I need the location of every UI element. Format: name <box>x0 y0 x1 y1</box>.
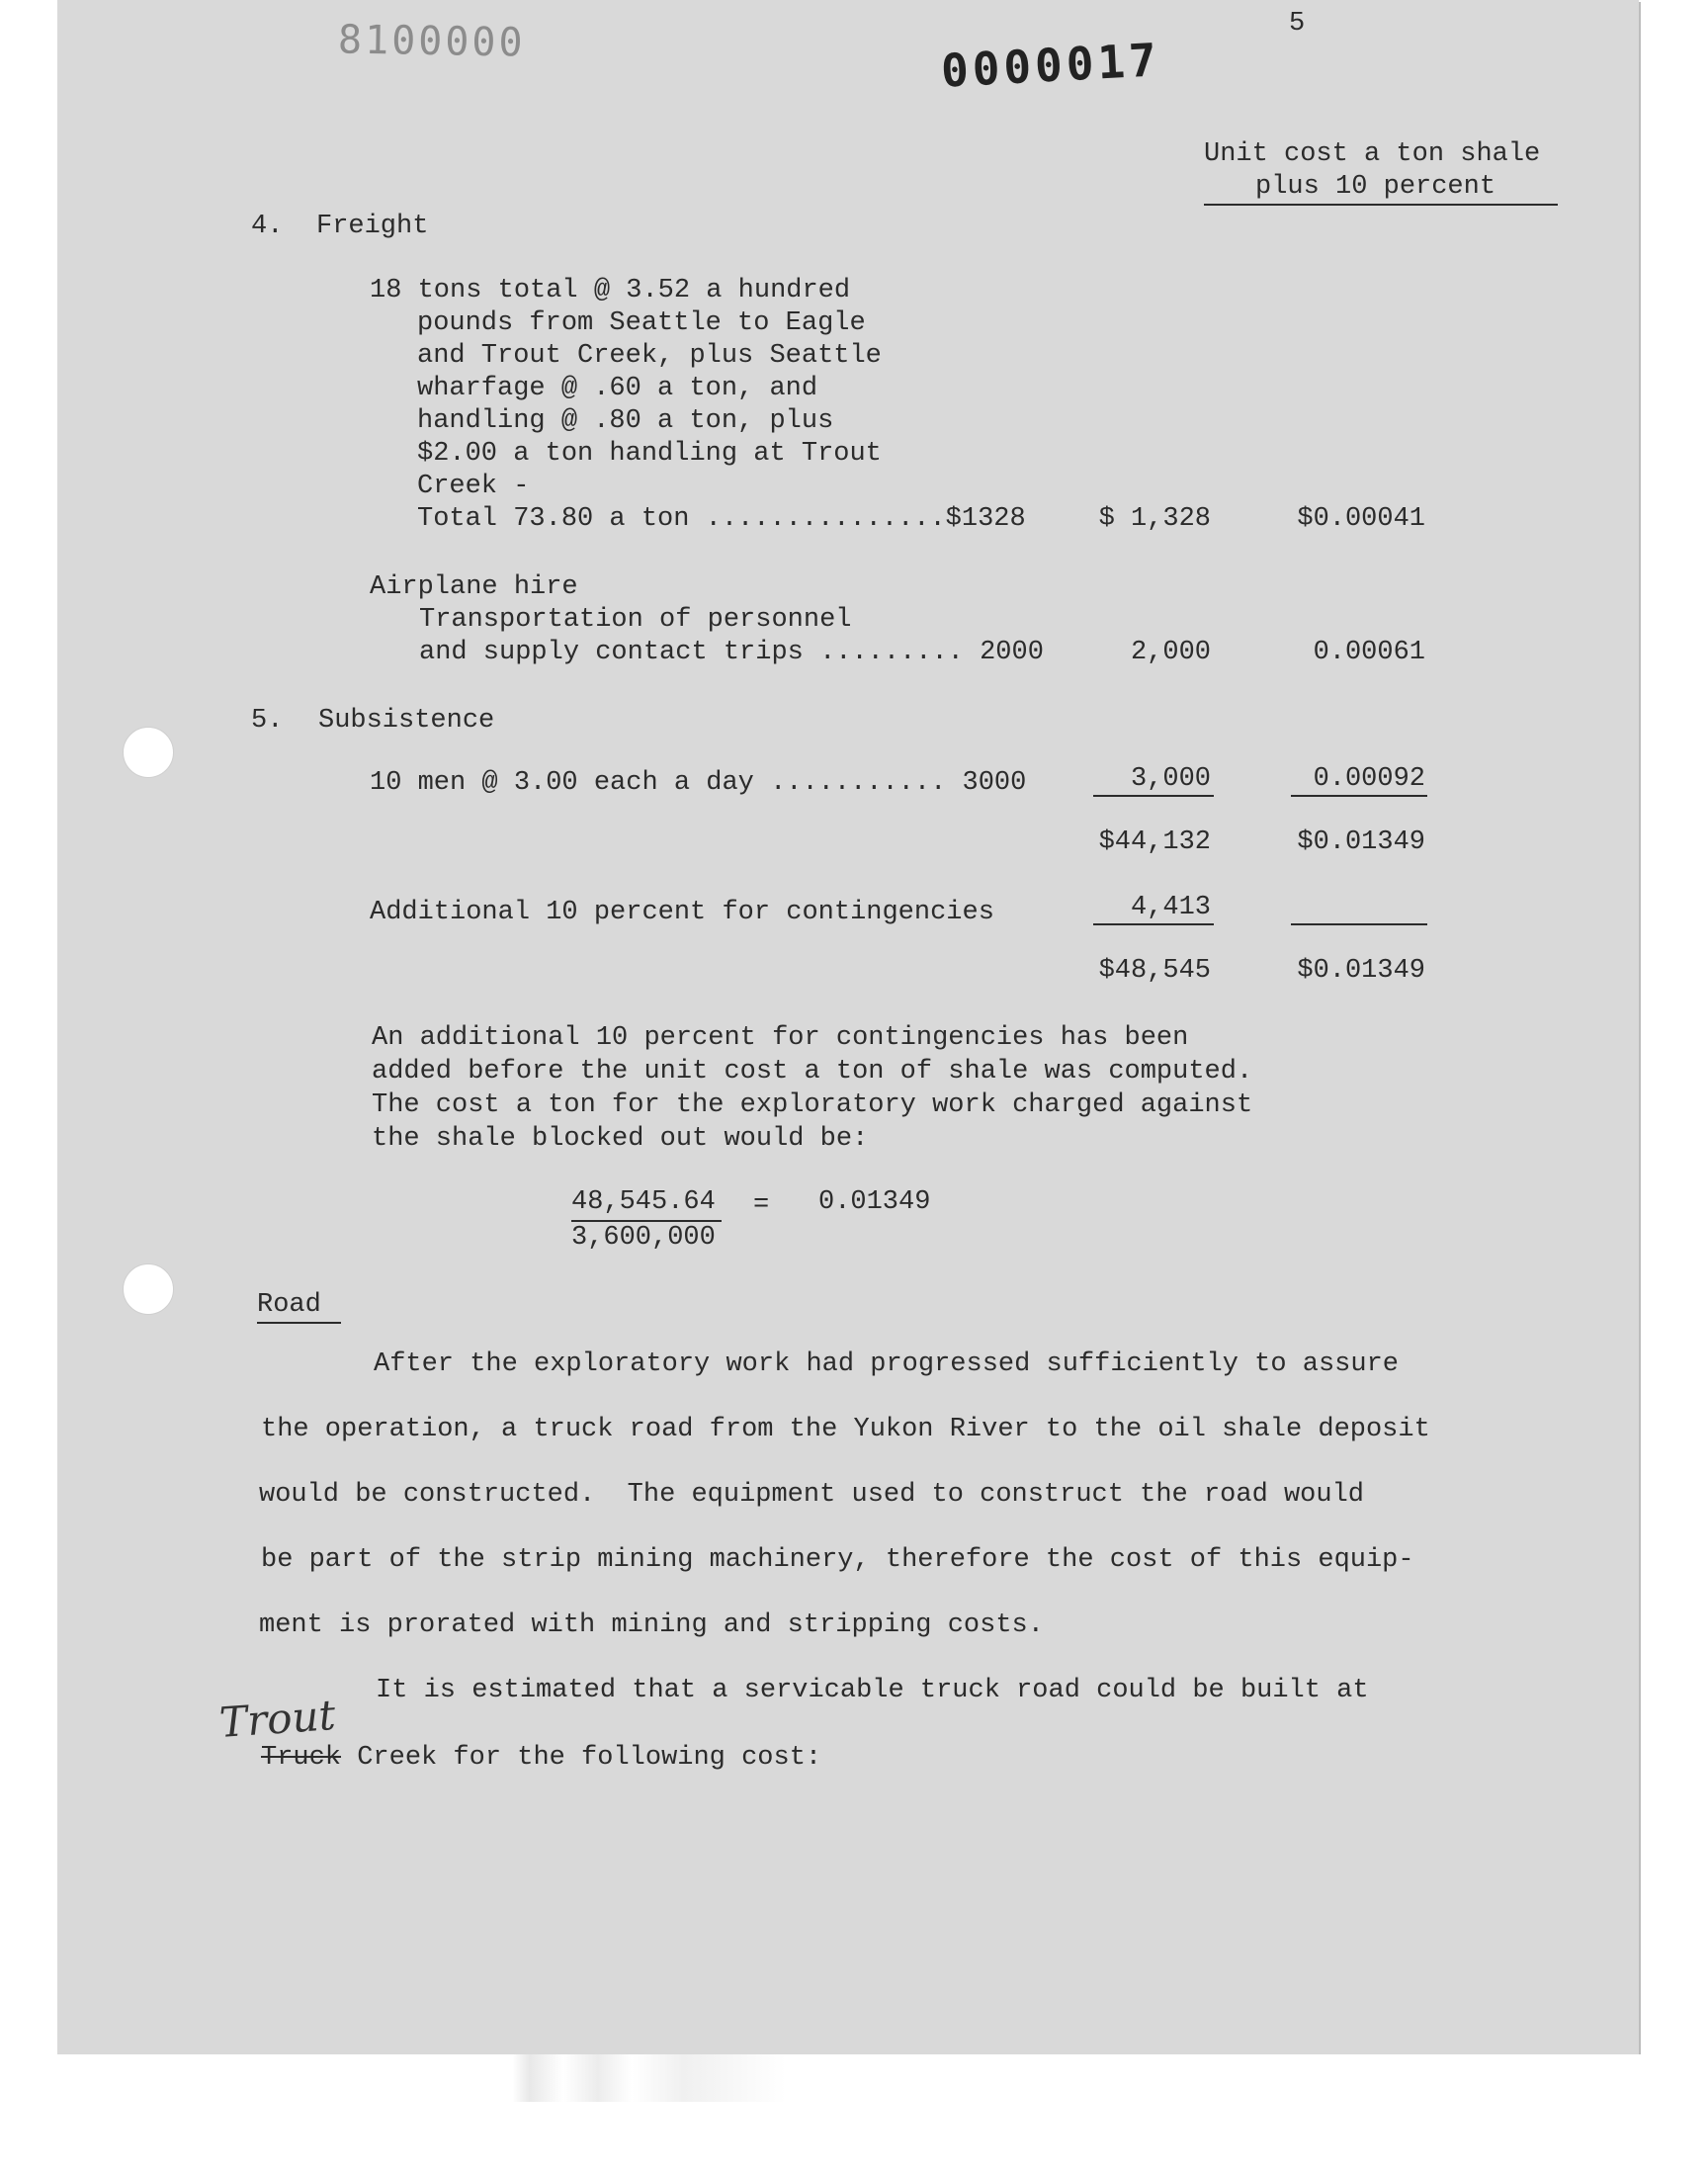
struck-word: Truck <box>261 1743 342 1773</box>
freight-desc-line: handling @ .80 a ton, plus <box>417 406 834 436</box>
note-line: The cost a ton for the exploratory work charged against <box>372 1090 1253 1120</box>
punch-hole <box>123 1263 174 1315</box>
faint-stamp-number: 8100000 <box>337 17 526 66</box>
note-line: An additional 10 percent for contingencies has been <box>372 1023 1189 1053</box>
freight-desc-line: 18 tons total @ 3.52 a hundred <box>370 276 851 305</box>
total-rule <box>1093 795 1214 797</box>
column-header-line2: plus 10 percent <box>1255 172 1496 202</box>
total-rule <box>1291 923 1427 925</box>
freight-desc-line: Creek - <box>417 472 530 501</box>
subtotal-unit-cost: $0.01349 <box>1297 827 1425 857</box>
note-line: the shale blocked out would be: <box>372 1124 869 1154</box>
road-paragraph-line: would be constructed. The equipment used to construct the road would <box>259 1480 1364 1510</box>
road-estimate-line: It is estimated that a servicable truck road could be built at <box>376 1676 1369 1705</box>
freight-desc-line: and Trout Creek, plus Seattle <box>417 341 882 371</box>
bold-stamp-number: 0000017 <box>939 33 1162 98</box>
airplane-desc-line: and supply contact trips ......... 2000 <box>419 638 1044 667</box>
airplane-cost: 2,000 <box>1130 638 1211 667</box>
equation-numerator: 48,545.64 <box>571 1187 716 1217</box>
section-heading-freight: Freight <box>316 212 429 241</box>
total-rule <box>1093 923 1214 925</box>
road-estimate-continuation: Creek for the following cost: <box>341 1743 822 1773</box>
road-estimate-line-2 <box>261 1742 821 1775</box>
equation-equals: = <box>753 1190 770 1220</box>
subsistence-unit-cost: 0.00092 <box>1313 764 1425 794</box>
note-line: added before the unit cost a ton of shale was computed. <box>372 1057 1253 1087</box>
road-heading: Road <box>257 1289 341 1324</box>
column-header-underline <box>1204 204 1558 206</box>
grand-total-cost: $48,545 <box>1098 956 1211 986</box>
road-paragraph-line: the operation, a truck road from the Yukon River to the oil shale deposit <box>261 1415 1430 1444</box>
airplane-desc-line: Transportation of personnel <box>419 605 852 635</box>
freight-total-line: Total 73.80 a ton ...............$1328 <box>417 504 1026 534</box>
freight-unit-cost: $0.00041 <box>1297 504 1425 534</box>
column-header-line1: Unit cost a ton shale <box>1204 139 1541 169</box>
airplane-unit-cost: 0.00061 <box>1313 638 1425 667</box>
scanner-artifact <box>0 2054 1708 2102</box>
section-number-freight: 4. <box>251 212 284 241</box>
section-number-subsistence: 5. <box>251 706 284 736</box>
airplane-title: Airplane hire <box>370 572 578 602</box>
handwritten-correction: Trout <box>217 1690 337 1748</box>
freight-desc-line: $2.00 a ton handling at Trout <box>417 439 882 469</box>
equation-result: 0.01349 <box>818 1187 931 1217</box>
road-paragraph-line: ment is prorated with mining and stripping costs. <box>259 1610 1044 1640</box>
freight-cost: $ 1,328 <box>1098 504 1211 534</box>
freight-desc-line: pounds from Seattle to Eagle <box>417 308 866 338</box>
equation-denominator: 3,600,000 <box>571 1223 716 1253</box>
freight-desc-line: wharfage @ .60 a ton, and <box>417 374 818 403</box>
page-number: 5 <box>1289 9 1306 39</box>
subsistence-cost: 3,000 <box>1130 764 1211 794</box>
grand-total-unit-cost: $0.01349 <box>1297 956 1425 986</box>
punch-hole <box>123 727 174 778</box>
road-paragraph-line: be part of the strip mining machinery, therefore the cost of this equip- <box>261 1545 1414 1575</box>
total-rule <box>1291 795 1427 797</box>
road-paragraph-line: After the exploratory work had progressed sufficiently to assure <box>374 1349 1399 1379</box>
contingency-label: Additional 10 percent for contingencies <box>370 898 994 927</box>
section-heading-subsistence: Subsistence <box>318 706 495 736</box>
subtotal-cost: $44,132 <box>1098 827 1211 857</box>
contingency-cost: 4,413 <box>1130 893 1211 922</box>
subsistence-line: 10 men @ 3.00 each a day ........... 3000 <box>370 768 1027 798</box>
